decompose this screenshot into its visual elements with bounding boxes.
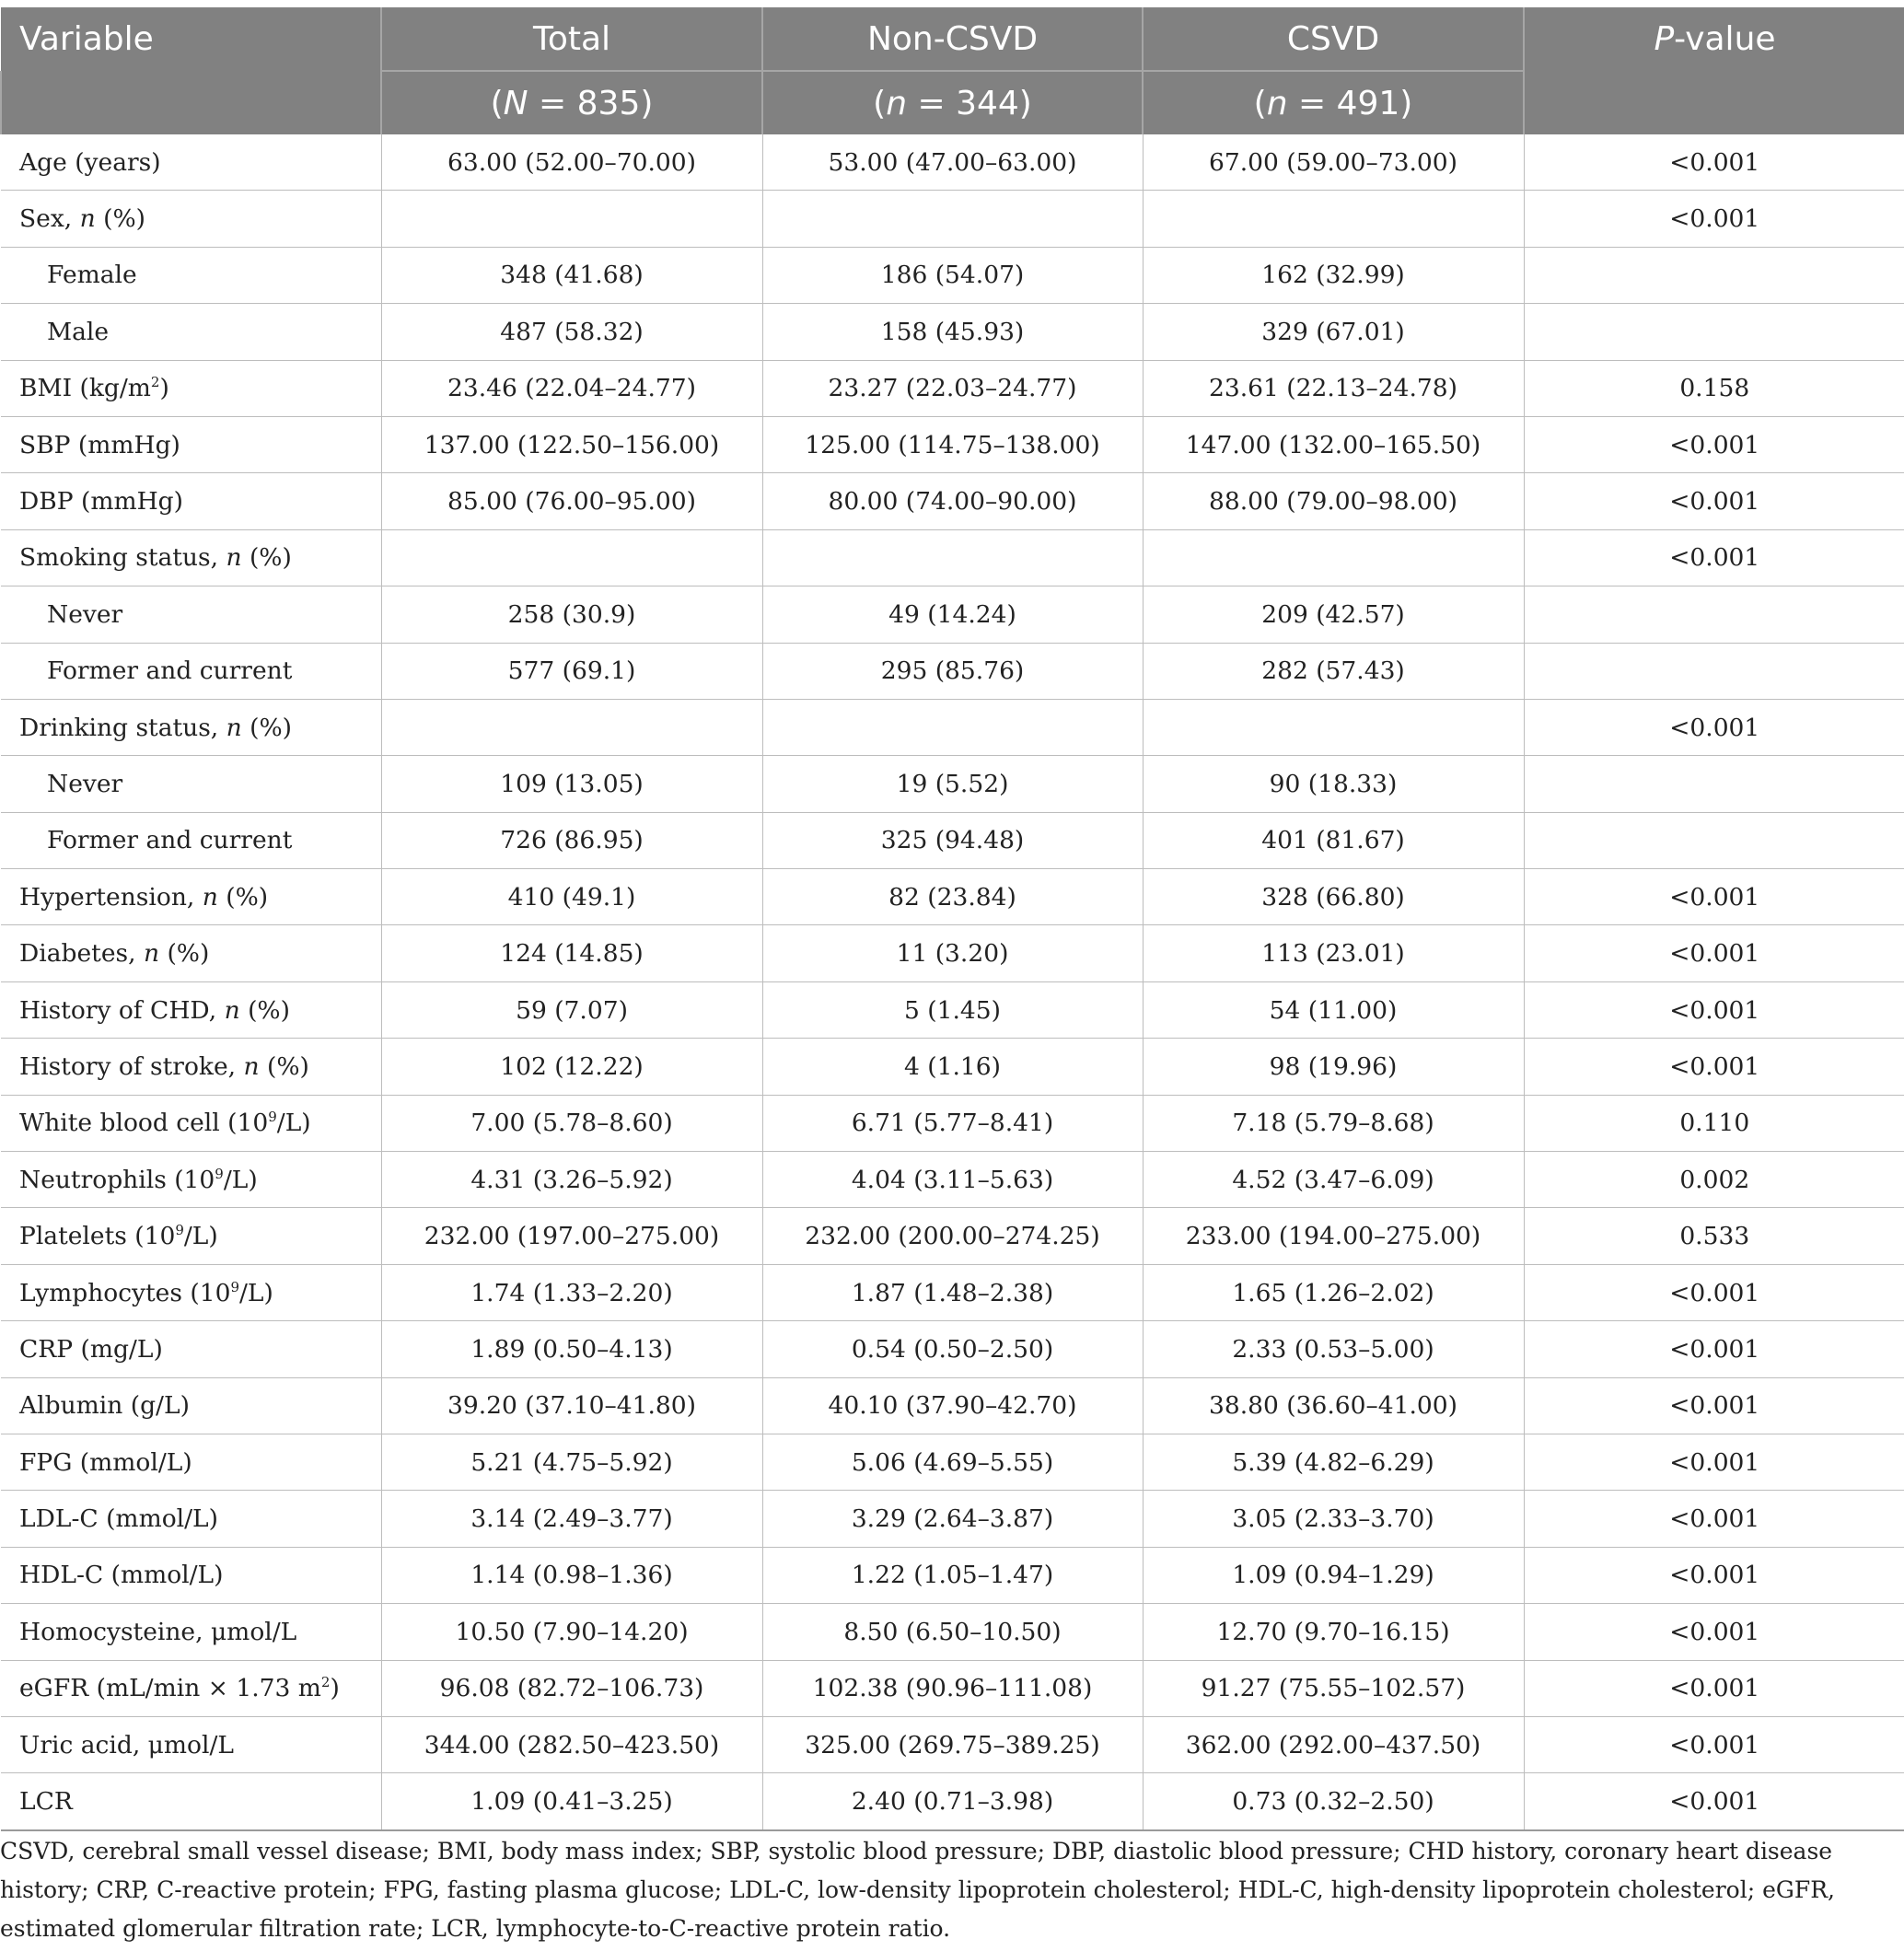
cell-csvd: 282 (57.43)	[1143, 643, 1524, 699]
header-noncsvd: Non-CSVD	[762, 7, 1143, 71]
cell-csvd: 7.18 (5.79–8.68)	[1143, 1095, 1524, 1151]
row-label: Male	[1, 304, 381, 360]
row-label: SBP (mmHg)	[1, 416, 381, 472]
cell-csvd	[1143, 191, 1524, 247]
cell-csvd: 54 (11.00)	[1143, 981, 1524, 1038]
cell-total: 23.46 (22.04–24.77)	[381, 360, 762, 416]
cell-noncsvd: 80.00 (74.00–90.00)	[762, 473, 1143, 529]
table-body	[1, 134, 1904, 1830]
cell-csvd: 3.05 (2.33–3.70)	[1143, 1491, 1524, 1547]
cell-pvalue: <0.001	[1524, 1321, 1904, 1377]
row-label: LDL-C (mmol/L)	[1, 1491, 381, 1547]
cell-noncsvd: 23.27 (22.03–24.77)	[762, 360, 1143, 416]
cell-noncsvd: 0.54 (0.50–2.50)	[762, 1321, 1143, 1377]
table-row	[1, 1264, 1904, 1320]
row-label: Diabetes, n (%)	[1, 925, 381, 981]
table-row	[1, 586, 1904, 643]
cell-noncsvd: 186 (54.07)	[762, 247, 1143, 303]
table-row	[1, 1773, 1904, 1830]
cell-pvalue: <0.001	[1524, 1039, 1904, 1095]
header-csvd-n: (n = 491)	[1143, 71, 1524, 134]
cell-noncsvd: 19 (5.52)	[762, 756, 1143, 812]
cell-pvalue: <0.001	[1524, 1264, 1904, 1320]
table-row	[1, 925, 1904, 981]
cell-noncsvd: 4.04 (3.11–5.63)	[762, 1152, 1143, 1208]
header-variable: Variable	[1, 7, 381, 71]
cell-csvd	[1143, 529, 1524, 586]
cell-total	[381, 529, 762, 586]
row-label: Uric acid, μmol/L	[1, 1716, 381, 1772]
cell-pvalue: <0.001	[1524, 529, 1904, 586]
row-label: Sex, n (%)	[1, 191, 381, 247]
cell-pvalue: <0.001	[1524, 981, 1904, 1038]
row-label: Platelets $(10^9/L)$	[1, 1208, 381, 1264]
row-label: Never	[1, 756, 381, 812]
cell-total: 109 (13.05)	[381, 756, 762, 812]
cell-pvalue: <0.001	[1524, 925, 1904, 981]
cell-total: 232.00 (197.00–275.00)	[381, 1208, 762, 1264]
cell-csvd: 209 (42.57)	[1143, 586, 1524, 643]
cell-csvd: 2.33 (0.53–5.00)	[1143, 1321, 1524, 1377]
cell-total: 59 (7.07)	[381, 981, 762, 1038]
row-label: eGFR (mL/min × 1.73 $m^2$)	[1, 1660, 381, 1716]
cell-noncsvd: 5.06 (4.69–5.55)	[762, 1434, 1143, 1490]
cell-noncsvd: 3.29 (2.64–3.87)	[762, 1491, 1143, 1547]
cell-csvd: 5.39 (4.82–6.29)	[1143, 1434, 1524, 1490]
cell-pvalue: <0.001	[1524, 134, 1904, 191]
cell-pvalue: 0.002	[1524, 1152, 1904, 1208]
cell-pvalue: <0.001	[1524, 1716, 1904, 1772]
cell-total: 1.14 (0.98–1.36)	[381, 1547, 762, 1603]
row-label: Former and current	[1, 643, 381, 699]
row-label: Never	[1, 586, 381, 643]
table-row	[1, 699, 1904, 755]
table-row	[1, 869, 1904, 925]
row-label: Former and current	[1, 812, 381, 868]
cell-noncsvd: 53.00 (47.00–63.00)	[762, 134, 1143, 191]
table-row	[1, 1660, 1904, 1716]
cell-noncsvd: 158 (45.93)	[762, 304, 1143, 360]
row-label: HDL-C (mmol/L)	[1, 1547, 381, 1603]
cell-csvd	[1143, 699, 1524, 755]
row-label: Albumin (g/L)	[1, 1377, 381, 1434]
cell-total: 102 (12.22)	[381, 1039, 762, 1095]
cell-total: 4.31 (3.26–5.92)	[381, 1152, 762, 1208]
cell-total	[381, 699, 762, 755]
header-total: Total	[381, 7, 762, 71]
cell-pvalue	[1524, 586, 1904, 643]
cell-noncsvd: 8.50 (6.50–10.50)	[762, 1604, 1143, 1660]
row-label: Smoking status, n (%)	[1, 529, 381, 586]
cell-csvd: 38.80 (36.60–41.00)	[1143, 1377, 1524, 1434]
row-label: Female	[1, 247, 381, 303]
cell-csvd: 1.65 (1.26–2.02)	[1143, 1264, 1524, 1320]
cell-pvalue: <0.001	[1524, 1547, 1904, 1603]
cell-csvd: 233.00 (194.00–275.00)	[1143, 1208, 1524, 1264]
table-row	[1, 304, 1904, 360]
cell-total: 63.00 (52.00–70.00)	[381, 134, 762, 191]
table-container	[0, 7, 1904, 1831]
cell-pvalue	[1524, 304, 1904, 360]
cell-total: 577 (69.1)	[381, 643, 762, 699]
table-row	[1, 1095, 1904, 1151]
cell-noncsvd: 125.00 (114.75–138.00)	[762, 416, 1143, 472]
row-label: DBP (mmHg)	[1, 473, 381, 529]
cell-csvd: 147.00 (132.00–165.50)	[1143, 416, 1524, 472]
header-variable-spacer	[1, 71, 381, 134]
cell-pvalue: <0.001	[1524, 1491, 1904, 1547]
table-row	[1, 812, 1904, 868]
cell-pvalue: <0.001	[1524, 1377, 1904, 1434]
table-row	[1, 247, 1904, 303]
row-label: BMI $(kg/m^2)$	[1, 360, 381, 416]
table-row	[1, 1491, 1904, 1547]
cell-total: 96.08 (82.72–106.73)	[381, 1660, 762, 1716]
cell-pvalue: <0.001	[1524, 699, 1904, 755]
cell-pvalue	[1524, 812, 1904, 868]
cell-total: 7.00 (5.78–8.60)	[381, 1095, 762, 1151]
table-row	[1, 1604, 1904, 1660]
table-row	[1, 1434, 1904, 1490]
table-row	[1, 1377, 1904, 1434]
header-total-n: (N = 835)	[381, 71, 762, 134]
cell-total: 10.50 (7.90–14.20)	[381, 1604, 762, 1660]
cell-total: 258 (30.9)	[381, 586, 762, 643]
table-row	[1, 643, 1904, 699]
row-label: History of stroke, n (%)	[1, 1039, 381, 1095]
row-label: CRP (mg/L)	[1, 1321, 381, 1377]
cell-pvalue: 0.533	[1524, 1208, 1904, 1264]
cell-total: 1.09 (0.41–3.25)	[381, 1773, 762, 1830]
cell-total: 5.21 (4.75–5.92)	[381, 1434, 762, 1490]
row-label: Homocysteine, μmol/L	[1, 1604, 381, 1660]
table-row	[1, 416, 1904, 472]
cell-noncsvd	[762, 699, 1143, 755]
cell-pvalue: <0.001	[1524, 1604, 1904, 1660]
table-row	[1, 529, 1904, 586]
cell-pvalue: <0.001	[1524, 416, 1904, 472]
row-label: History of CHD, n (%)	[1, 981, 381, 1038]
row-label: Drinking status, n (%)	[1, 699, 381, 755]
cell-noncsvd	[762, 529, 1143, 586]
table-row	[1, 1547, 1904, 1603]
row-label: Lymphocytes $(10^9/L)$	[1, 1264, 381, 1320]
header-pvalue-spacer	[1524, 71, 1904, 134]
cell-csvd: 88.00 (79.00–98.00)	[1143, 473, 1524, 529]
cell-csvd: 91.27 (75.55–102.57)	[1143, 1660, 1524, 1716]
cell-pvalue: <0.001	[1524, 191, 1904, 247]
cell-csvd: 113 (23.01)	[1143, 925, 1524, 981]
cell-noncsvd: 4 (1.16)	[762, 1039, 1143, 1095]
cell-noncsvd: 49 (14.24)	[762, 586, 1143, 643]
cell-total: 3.14 (2.49–3.77)	[381, 1491, 762, 1547]
cell-noncsvd: 2.40 (0.71–3.98)	[762, 1773, 1143, 1830]
cell-csvd: 362.00 (292.00–437.50)	[1143, 1716, 1524, 1772]
cell-pvalue	[1524, 643, 1904, 699]
cell-noncsvd	[762, 191, 1143, 247]
cell-noncsvd: 1.87 (1.48–2.38)	[762, 1264, 1143, 1320]
table-row	[1, 756, 1904, 812]
cell-csvd: 401 (81.67)	[1143, 812, 1524, 868]
cell-csvd: 12.70 (9.70–16.15)	[1143, 1604, 1524, 1660]
table-row	[1, 981, 1904, 1038]
cell-noncsvd: 1.22 (1.05–1.47)	[762, 1547, 1143, 1603]
cell-total	[381, 191, 762, 247]
cell-total: 726 (86.95)	[381, 812, 762, 868]
table-row	[1, 1039, 1904, 1095]
cell-total: 137.00 (122.50–156.00)	[381, 416, 762, 472]
cell-noncsvd: 325.00 (269.75–389.25)	[762, 1716, 1143, 1772]
row-label: Age (years)	[1, 134, 381, 191]
row-label: Hypertension, n (%)	[1, 869, 381, 925]
header-noncsvd-n: (n = 344)	[762, 71, 1143, 134]
row-label: Neutrophils $(10^9/L)$	[1, 1152, 381, 1208]
cell-csvd: 98 (19.96)	[1143, 1039, 1524, 1095]
row-label: FPG (mmol/L)	[1, 1434, 381, 1490]
cell-total: 344.00 (282.50–423.50)	[381, 1716, 762, 1772]
cell-pvalue: <0.001	[1524, 869, 1904, 925]
cell-noncsvd: 232.00 (200.00–274.25)	[762, 1208, 1143, 1264]
cell-pvalue: 0.158	[1524, 360, 1904, 416]
cell-csvd: 23.61 (22.13–24.78)	[1143, 360, 1524, 416]
cell-noncsvd: 5 (1.45)	[762, 981, 1143, 1038]
table-footnote: CSVD, cerebral small vessel disease; BMI, body mass index; SBP, systolic blood pressure; DBP, diastolic blood pressure; CHD history, coronary heart disease history; CRP, C-reactive protein; FPG, fasting plasma glucose; LDL-C, low-density lipoprotein cholesterol; HDL-C, high-density lipoprotein cholesterol; eGFR, estimated glomerular filtration rate; LCR, lymphocyte-to-C-reactive protein ratio.	[0, 1838, 1835, 1942]
cell-total: 410 (49.1)	[381, 869, 762, 925]
cell-total: 39.20 (37.10–41.80)	[381, 1377, 762, 1434]
cell-total: 348 (41.68)	[381, 247, 762, 303]
cell-total: 85.00 (76.00–95.00)	[381, 473, 762, 529]
characteristics-table	[0, 7, 1904, 1831]
cell-pvalue: <0.001	[1524, 1434, 1904, 1490]
table-row	[1, 1152, 1904, 1208]
cell-total: 487 (58.32)	[381, 304, 762, 360]
cell-noncsvd: 6.71 (5.77–8.41)	[762, 1095, 1143, 1151]
cell-pvalue	[1524, 756, 1904, 812]
cell-csvd: 0.73 (0.32–2.50)	[1143, 1773, 1524, 1830]
cell-csvd: 67.00 (59.00–73.00)	[1143, 134, 1524, 191]
cell-pvalue	[1524, 247, 1904, 303]
table-row	[1, 1716, 1904, 1772]
cell-csvd: 1.09 (0.94–1.29)	[1143, 1547, 1524, 1603]
table-row	[1, 134, 1904, 191]
table-row	[1, 1208, 1904, 1264]
cell-csvd: 329 (67.01)	[1143, 304, 1524, 360]
cell-noncsvd: 40.10 (37.90–42.70)	[762, 1377, 1143, 1434]
cell-noncsvd: 102.38 (90.96–111.08)	[762, 1660, 1143, 1716]
cell-noncsvd: 11 (3.20)	[762, 925, 1143, 981]
cell-csvd: 328 (66.80)	[1143, 869, 1524, 925]
table-row	[1, 473, 1904, 529]
cell-pvalue: <0.001	[1524, 473, 1904, 529]
cell-csvd: 90 (18.33)	[1143, 756, 1524, 812]
table-header	[1, 7, 1904, 134]
cell-noncsvd: 295 (85.76)	[762, 643, 1143, 699]
table-row	[1, 1321, 1904, 1377]
cell-pvalue: <0.001	[1524, 1773, 1904, 1830]
row-label: LCR	[1, 1773, 381, 1830]
cell-total: 1.74 (1.33–2.20)	[381, 1264, 762, 1320]
header-csvd: CSVD	[1143, 7, 1524, 71]
row-label: White blood cell $(10^9/L)$	[1, 1095, 381, 1151]
cell-csvd: 4.52 (3.47–6.09)	[1143, 1152, 1524, 1208]
cell-csvd: 162 (32.99)	[1143, 247, 1524, 303]
cell-total: 124 (14.85)	[381, 925, 762, 981]
header-pvalue: P-value	[1524, 7, 1904, 71]
table-row	[1, 360, 1904, 416]
cell-total: 1.89 (0.50–4.13)	[381, 1321, 762, 1377]
table-row	[1, 191, 1904, 247]
cell-pvalue: <0.001	[1524, 1660, 1904, 1716]
cell-noncsvd: 82 (23.84)	[762, 869, 1143, 925]
cell-noncsvd: 325 (94.48)	[762, 812, 1143, 868]
cell-pvalue: 0.110	[1524, 1095, 1904, 1151]
